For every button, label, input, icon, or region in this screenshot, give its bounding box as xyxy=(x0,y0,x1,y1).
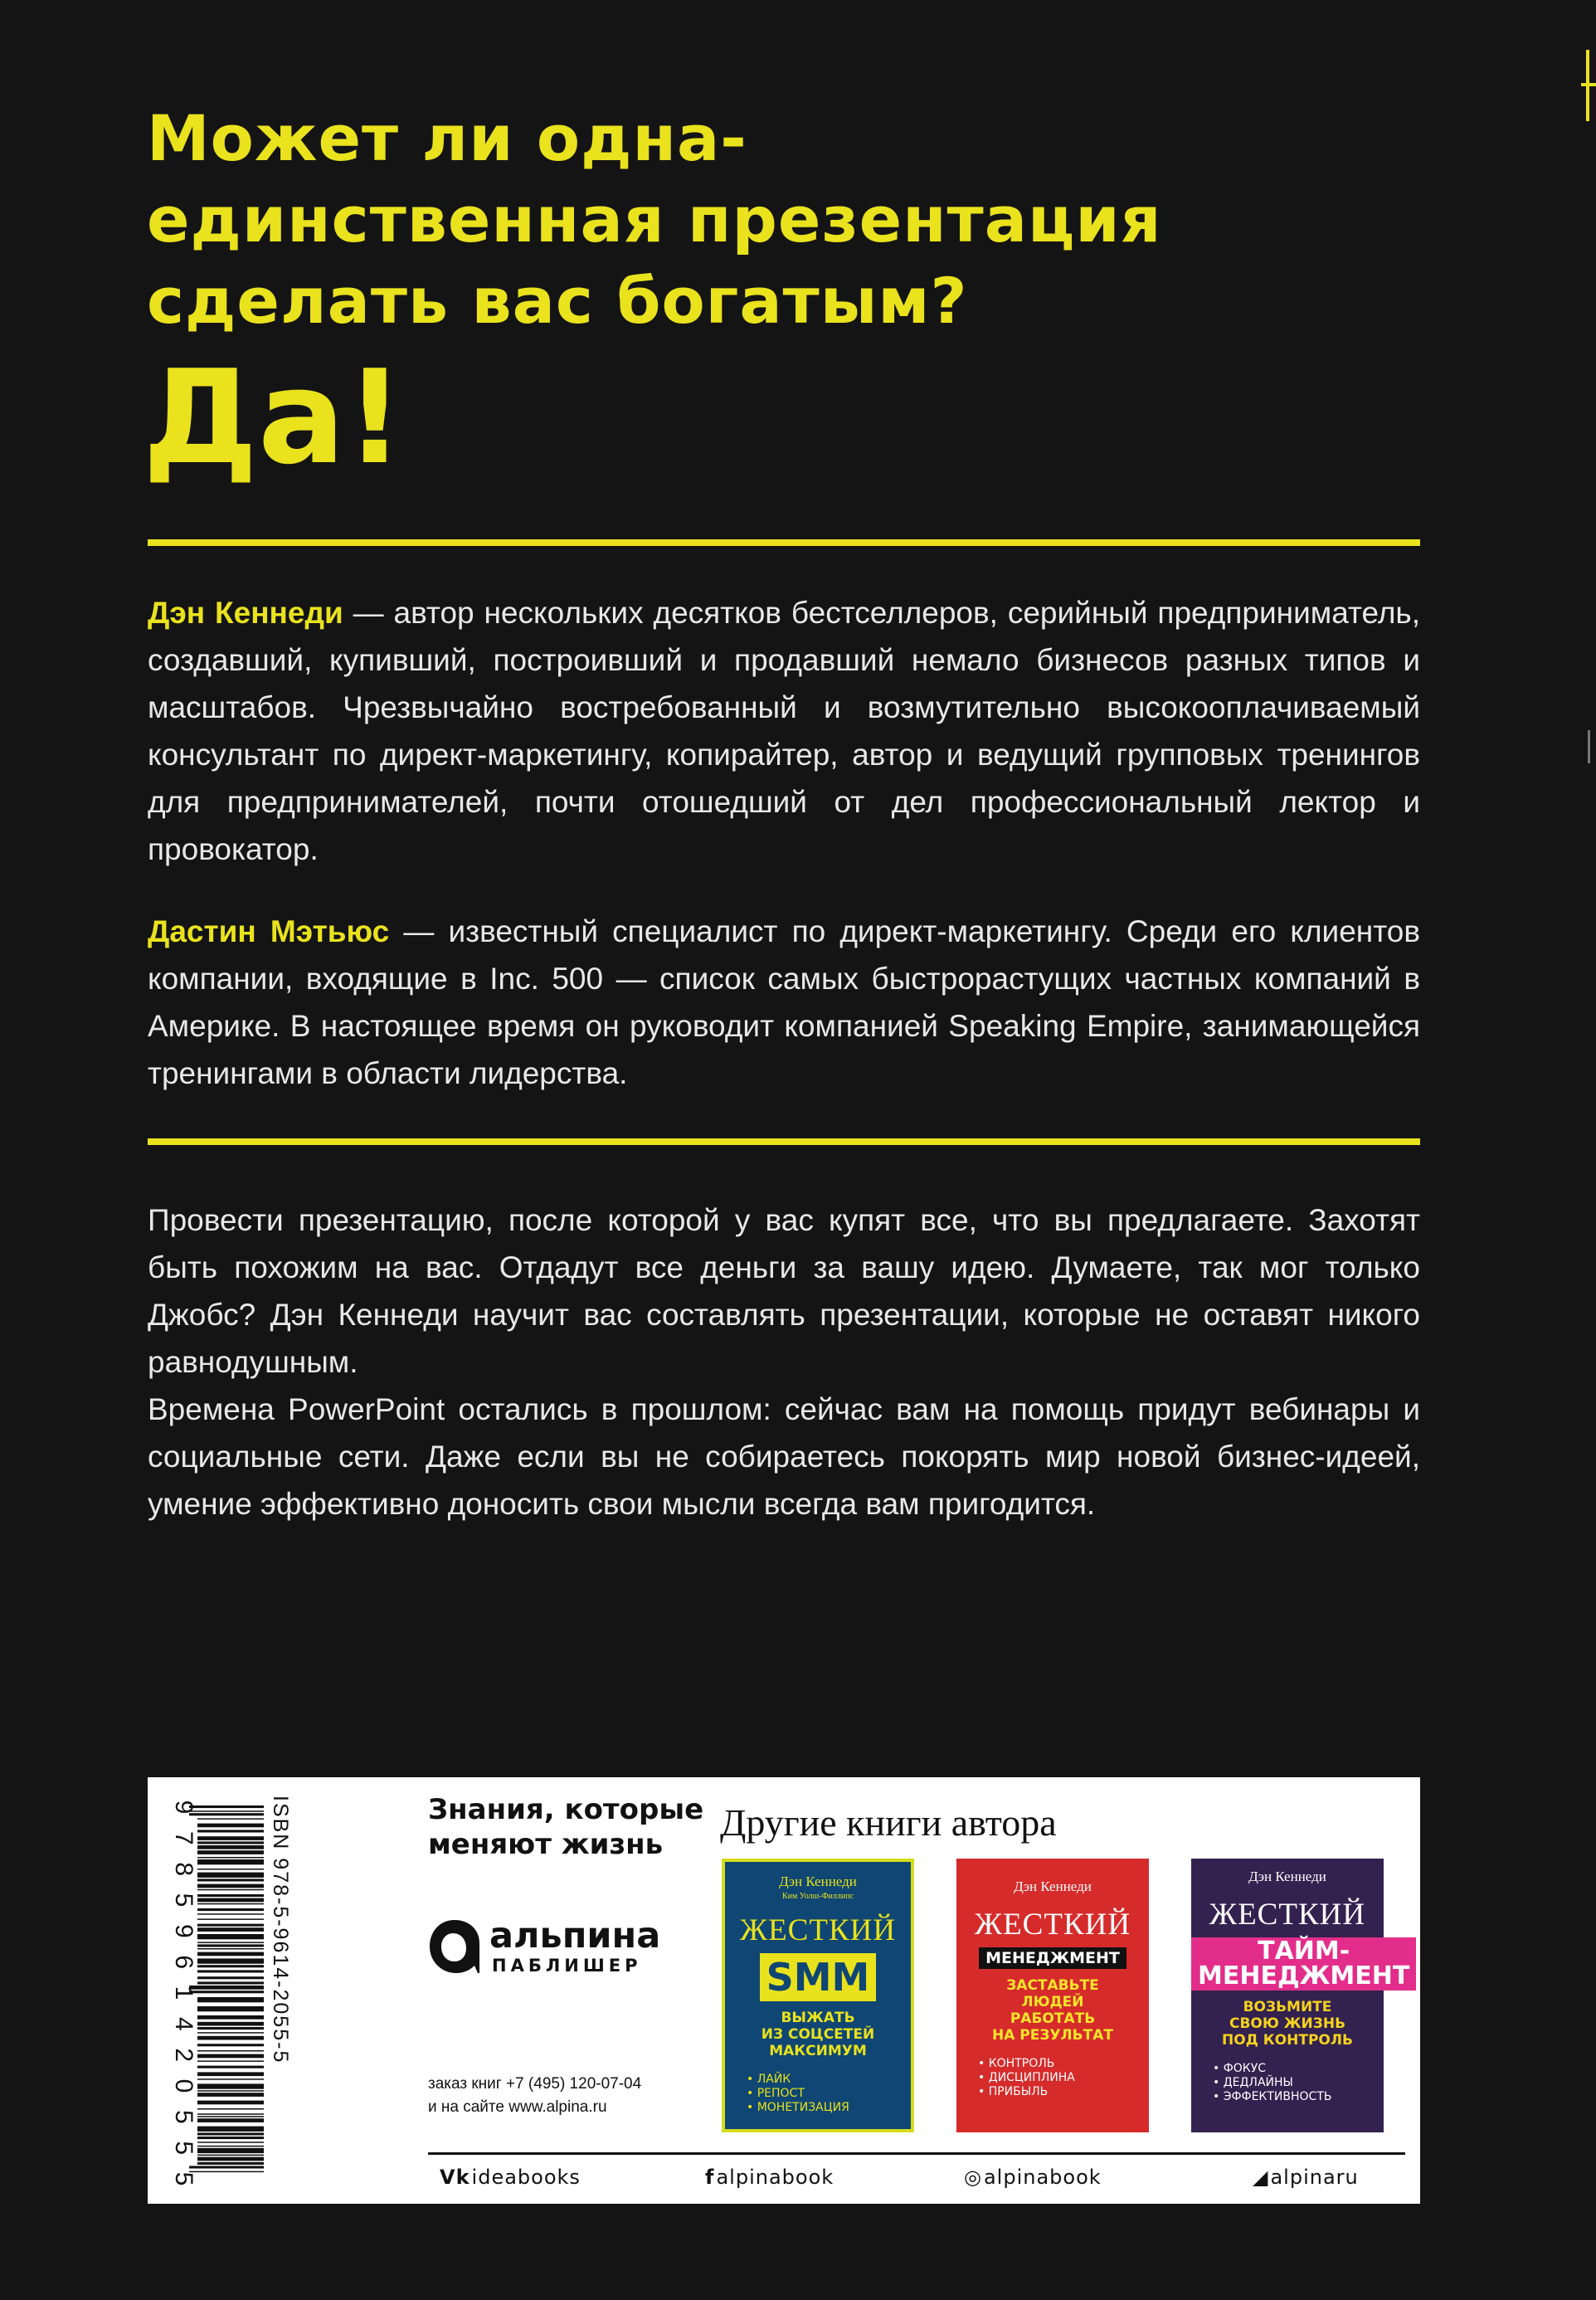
barcode-bar xyxy=(197,2118,264,2122)
order-website: и на сайте www.alpina.ru xyxy=(428,2098,607,2116)
barcode-bar xyxy=(197,2078,264,2080)
barcode-bar xyxy=(197,2050,264,2052)
barcode-bar xyxy=(197,1965,264,1967)
isbn-number: ISBN 978-5-9614-2055-5 xyxy=(269,1796,292,2064)
barcode-bar xyxy=(197,1898,264,1903)
description-paragraph: Времена PowerPoint остались в прошлом: сейчас вам на помощь придут вебинары и социальные сети. Даже если вы не собираетесь покорять мир новой бизнес-идеей, умение эффективно доносить свои мысли всегда вам пригодится. xyxy=(148,1392,1420,1521)
barcode-bar xyxy=(197,2015,264,2020)
crop-mark-icon xyxy=(1581,730,1596,763)
book-bullets xyxy=(978,2057,1149,2099)
book-bullet: • ЭФФЕКТИВНОСТЬ xyxy=(1213,2090,1332,2103)
slogan-line: меняют жизнь xyxy=(428,1828,664,1861)
publisher-slogan xyxy=(428,1792,703,1862)
book-author: Дэн Кеннеди xyxy=(1014,1878,1092,1894)
barcode-bar xyxy=(197,1924,264,1927)
barcode-bar xyxy=(197,1857,264,1859)
barcode-bar xyxy=(197,1884,264,1888)
book-bullet: • ФОКУС xyxy=(1213,2062,1267,2075)
order-info xyxy=(428,2073,641,2119)
barcode-digit: 5 xyxy=(170,2109,197,2124)
barcode-bar xyxy=(197,2132,264,2135)
barcode-bar xyxy=(197,2083,264,2088)
barcode-bar xyxy=(197,2127,264,2132)
book-subtitle-line: СВОЮ ЖИЗНЬ xyxy=(1229,2015,1346,2032)
barcode-bar xyxy=(197,2101,264,2105)
barcode-bar xyxy=(197,2090,264,2092)
panel-divider xyxy=(428,2152,1405,2155)
barcode-bar xyxy=(197,1942,264,1943)
barcode-digit: 2 xyxy=(170,2048,197,2063)
vk-icon: Vk xyxy=(440,2166,470,2189)
barcode-bar xyxy=(197,2044,264,2046)
barcode-digit: 9 xyxy=(170,1800,197,1815)
barcode-bar xyxy=(197,2155,264,2156)
book-cover-smm xyxy=(722,1859,914,2132)
barcode-bar xyxy=(197,1952,264,1956)
social-handle: alpinabook xyxy=(716,2166,834,2189)
social-vk[interactable] xyxy=(440,2166,581,2189)
book-author: Дэн Кеннеди xyxy=(779,1874,857,1889)
barcode-digit: 7 xyxy=(170,1830,197,1845)
barcode-bar xyxy=(197,2036,264,2040)
barcode-bar xyxy=(197,1903,264,1905)
barcode-bar xyxy=(197,1981,264,1984)
barcode-bar xyxy=(197,2032,264,2034)
barcode-bar xyxy=(197,1859,264,1864)
book-subtitle xyxy=(956,1977,1149,2044)
book-title-top: ЖЕСТКИЙ xyxy=(974,1908,1131,1942)
barcode-bar xyxy=(189,1986,264,1990)
barcode-bar xyxy=(197,2060,264,2062)
alpina-logo-icon xyxy=(428,1918,481,1976)
book-author: Дэн Кеннеди xyxy=(1248,1869,1326,1884)
publisher-logo-name: альпина xyxy=(489,1915,661,1956)
barcode-bar xyxy=(197,2137,264,2139)
barcode-bar xyxy=(197,2146,264,2147)
author-description: — известный специалист по директ-маркетингу. Среди его клиентов компании, входящие в Inc. 500 — список самых быстрорастущих частных компаний в Америке. В настоящее время он руководит компанией Speaking Empire, занимающейся тренингами в области лидерства. xyxy=(148,914,1420,1090)
barcode-bar xyxy=(197,1873,264,1878)
book-cover-management xyxy=(956,1859,1149,2132)
social-instagram[interactable] xyxy=(964,2166,1102,2189)
book-bullet: • ЛАЙК xyxy=(747,2073,791,2086)
barcode-bar xyxy=(197,2162,264,2165)
barcode-bar xyxy=(197,1818,264,1820)
barcode-bar xyxy=(197,2157,264,2161)
headline-line: сделать вас богатым? xyxy=(147,264,968,338)
publisher-panel xyxy=(148,1777,1420,2204)
book-subtitle-line: ВЫЖАТЬ xyxy=(781,2010,855,2026)
barcode-bar xyxy=(197,1878,264,1881)
barcode-digit: 4 xyxy=(170,2016,197,2031)
headline xyxy=(147,98,1474,342)
barcode-bar xyxy=(197,1845,264,1849)
barcode-bar xyxy=(197,2027,264,2030)
facebook-icon: f xyxy=(705,2166,715,2189)
book-subtitle-line: ИЗ СОЦСЕТЕЙ xyxy=(761,2026,875,2043)
barcode-bar xyxy=(197,2148,264,2153)
social-handle: alpinaru xyxy=(1270,2166,1359,2189)
barcode-digit: 6 xyxy=(170,1955,197,1970)
barcode-bar xyxy=(197,1976,264,1979)
book-bullet: • КОНТРОЛЬ xyxy=(978,2057,1055,2070)
book-coauthor: Ким Уолш-Филлипс xyxy=(781,1892,854,1901)
barcode-bar xyxy=(197,2006,264,2011)
barcode-bar xyxy=(197,1824,264,1828)
barcode-bar xyxy=(197,1913,264,1915)
book-title-top: ЖЕСТКИЙ xyxy=(739,1913,897,1947)
book-subtitle-line: ПОД КОНТРОЛЬ xyxy=(1222,2032,1353,2049)
barcode-bar xyxy=(189,1813,264,1815)
book-title-main: ТАЙМ-МЕНЕДЖМЕНТ xyxy=(1191,1937,1416,1991)
barcode-bar xyxy=(197,2022,264,2026)
barcode-bar xyxy=(197,1841,264,1844)
barcode-bar xyxy=(197,1869,264,1870)
barcode-bar xyxy=(197,1830,264,1832)
barcode-bar xyxy=(197,1850,264,1854)
divider-top xyxy=(148,539,1420,546)
barcode-digit: 0 xyxy=(170,2078,197,2093)
author-description: — автор нескольких десятков бестселлеров, серийный предприниматель, создавший, купивший, построивший и продавший немало бизнесов разных типов и масштабов. Чрезвычайно востребованный и возмутительно высокооплачиваемый консультант по директ-маркетингу, копирайтер, автор и ведущий групповых тренингов для предпринимателей, почти отошедший от дел профессиональный лектор и провокатор. xyxy=(148,596,1420,866)
isbn-barcode xyxy=(164,1796,264,2185)
barcode-bar xyxy=(197,1918,264,1920)
book-title-main: SMM xyxy=(760,1953,877,2001)
headline-answer: Да! xyxy=(143,342,405,493)
instagram-icon: ◎ xyxy=(964,2166,982,2189)
book-subtitle-line: НА РЕЗУЛЬТАТ xyxy=(992,2027,1113,2044)
barcode-bar xyxy=(189,1991,264,1993)
barcode-digit: 5 xyxy=(170,2141,197,2156)
order-phone: заказ книг +7 (495) 120-07-04 xyxy=(428,2075,642,2093)
social-handle: ideabooks xyxy=(471,2166,581,2189)
barcode-bar xyxy=(197,1944,264,1947)
barcode-bar xyxy=(189,1810,264,1812)
barcode-digit: 1 xyxy=(170,1986,197,2000)
barcode-bar xyxy=(197,1970,264,1972)
book-title-main: МЕНЕДЖМЕНТ xyxy=(979,1947,1126,1969)
barcode-bar xyxy=(197,2066,264,2069)
barcode-bar xyxy=(189,1805,264,1808)
telegram-icon: ◢ xyxy=(1253,2166,1269,2189)
social-telegram[interactable] xyxy=(1253,2166,1359,2189)
barcode-digit: 9 xyxy=(170,1923,197,1938)
barcode-digit: 5 xyxy=(170,1893,197,1908)
book-bullet: • МОНЕТИЗАЦИЯ xyxy=(747,2101,849,2114)
barcode-bar xyxy=(197,1997,264,2002)
book-subtitle-line: МАКСИМУМ xyxy=(769,2043,867,2059)
book-bullet: • ДИСЦИПЛИНА xyxy=(978,2071,1075,2084)
barcode-bar xyxy=(197,1934,264,1939)
barcode-bar xyxy=(197,2116,264,2117)
book-bullet: • РЕПОСТ xyxy=(747,2087,805,2100)
author-bio-matthews xyxy=(148,908,1420,1097)
barcode-bar xyxy=(197,2072,264,2076)
headline-line: Может ли одна- xyxy=(147,101,747,175)
barcode-bar xyxy=(197,1894,264,1897)
barcode-bar xyxy=(197,2093,264,2097)
book-bullets xyxy=(747,2073,911,2115)
barcode-bar xyxy=(197,1836,264,1840)
barcode-bar xyxy=(197,1948,264,1950)
book-bullet: • ДЕДЛАЙНЫ xyxy=(1213,2076,1293,2089)
barcode-bar xyxy=(197,1927,264,1932)
other-books-title: Другие книги автора xyxy=(720,1801,1057,1844)
author-bio-kennedy xyxy=(148,589,1420,873)
book-bullet: • ПРИБЫЛЬ xyxy=(978,2085,1049,2098)
book-subtitle-line: ВОЗЬМИТЕ xyxy=(1243,1999,1332,2015)
barcode-digit: 8 xyxy=(170,1862,197,1877)
barcode-bar xyxy=(197,2113,264,2115)
barcode-bar xyxy=(189,2171,264,2173)
book-bullets xyxy=(1213,2062,1384,2104)
publisher-logo-subtitle: ПАБЛИШЕР xyxy=(492,1956,642,1976)
slogan-line: Знания, которые xyxy=(428,1793,704,1826)
barcode-bar xyxy=(197,1958,264,1963)
headline-line: единственная презентация xyxy=(147,183,1162,256)
barcode-digit: 5 xyxy=(170,2171,197,2186)
book-subtitle xyxy=(1191,1999,1384,2049)
book-subtitle xyxy=(725,2010,911,2059)
barcode-bar xyxy=(197,1908,264,1911)
book-cover-time-management xyxy=(1191,1859,1410,2132)
author-name: Дастин Мэтьюс xyxy=(148,914,390,948)
barcode-bar xyxy=(197,2054,264,2059)
social-facebook[interactable] xyxy=(705,2166,834,2189)
book-subtitle-line: ЛЮДЕЙ xyxy=(1021,1994,1084,2010)
social-handle: alpinabook xyxy=(983,2166,1102,2189)
barcode-bar xyxy=(197,2142,264,2143)
crop-mark-icon xyxy=(1581,50,1596,121)
barcode-bar xyxy=(197,1889,264,1891)
barcode-bar xyxy=(197,2108,264,2110)
description-paragraph: Провести презентацию, после которой у вас купят все, что вы предлагаете. Захотят быть похожим на вас. Отдадут все деньги за вашу идею. Думаете, так мог только Джобс? Дэн Кеннеди научит вас составлять презентации, которые не оставят никого равнодушным. xyxy=(148,1203,1420,1379)
author-name: Дэн Кеннеди xyxy=(148,596,343,630)
barcode-bar xyxy=(189,2166,264,2168)
book-subtitle-line: ЗАСТАВЬТЕ xyxy=(1006,1977,1099,1994)
book-subtitle-line: РАБОТАТЬ xyxy=(1010,2010,1096,2027)
book-title-top: ЖЕСТКИЙ xyxy=(1209,1898,1366,1932)
divider-middle xyxy=(148,1138,1420,1145)
